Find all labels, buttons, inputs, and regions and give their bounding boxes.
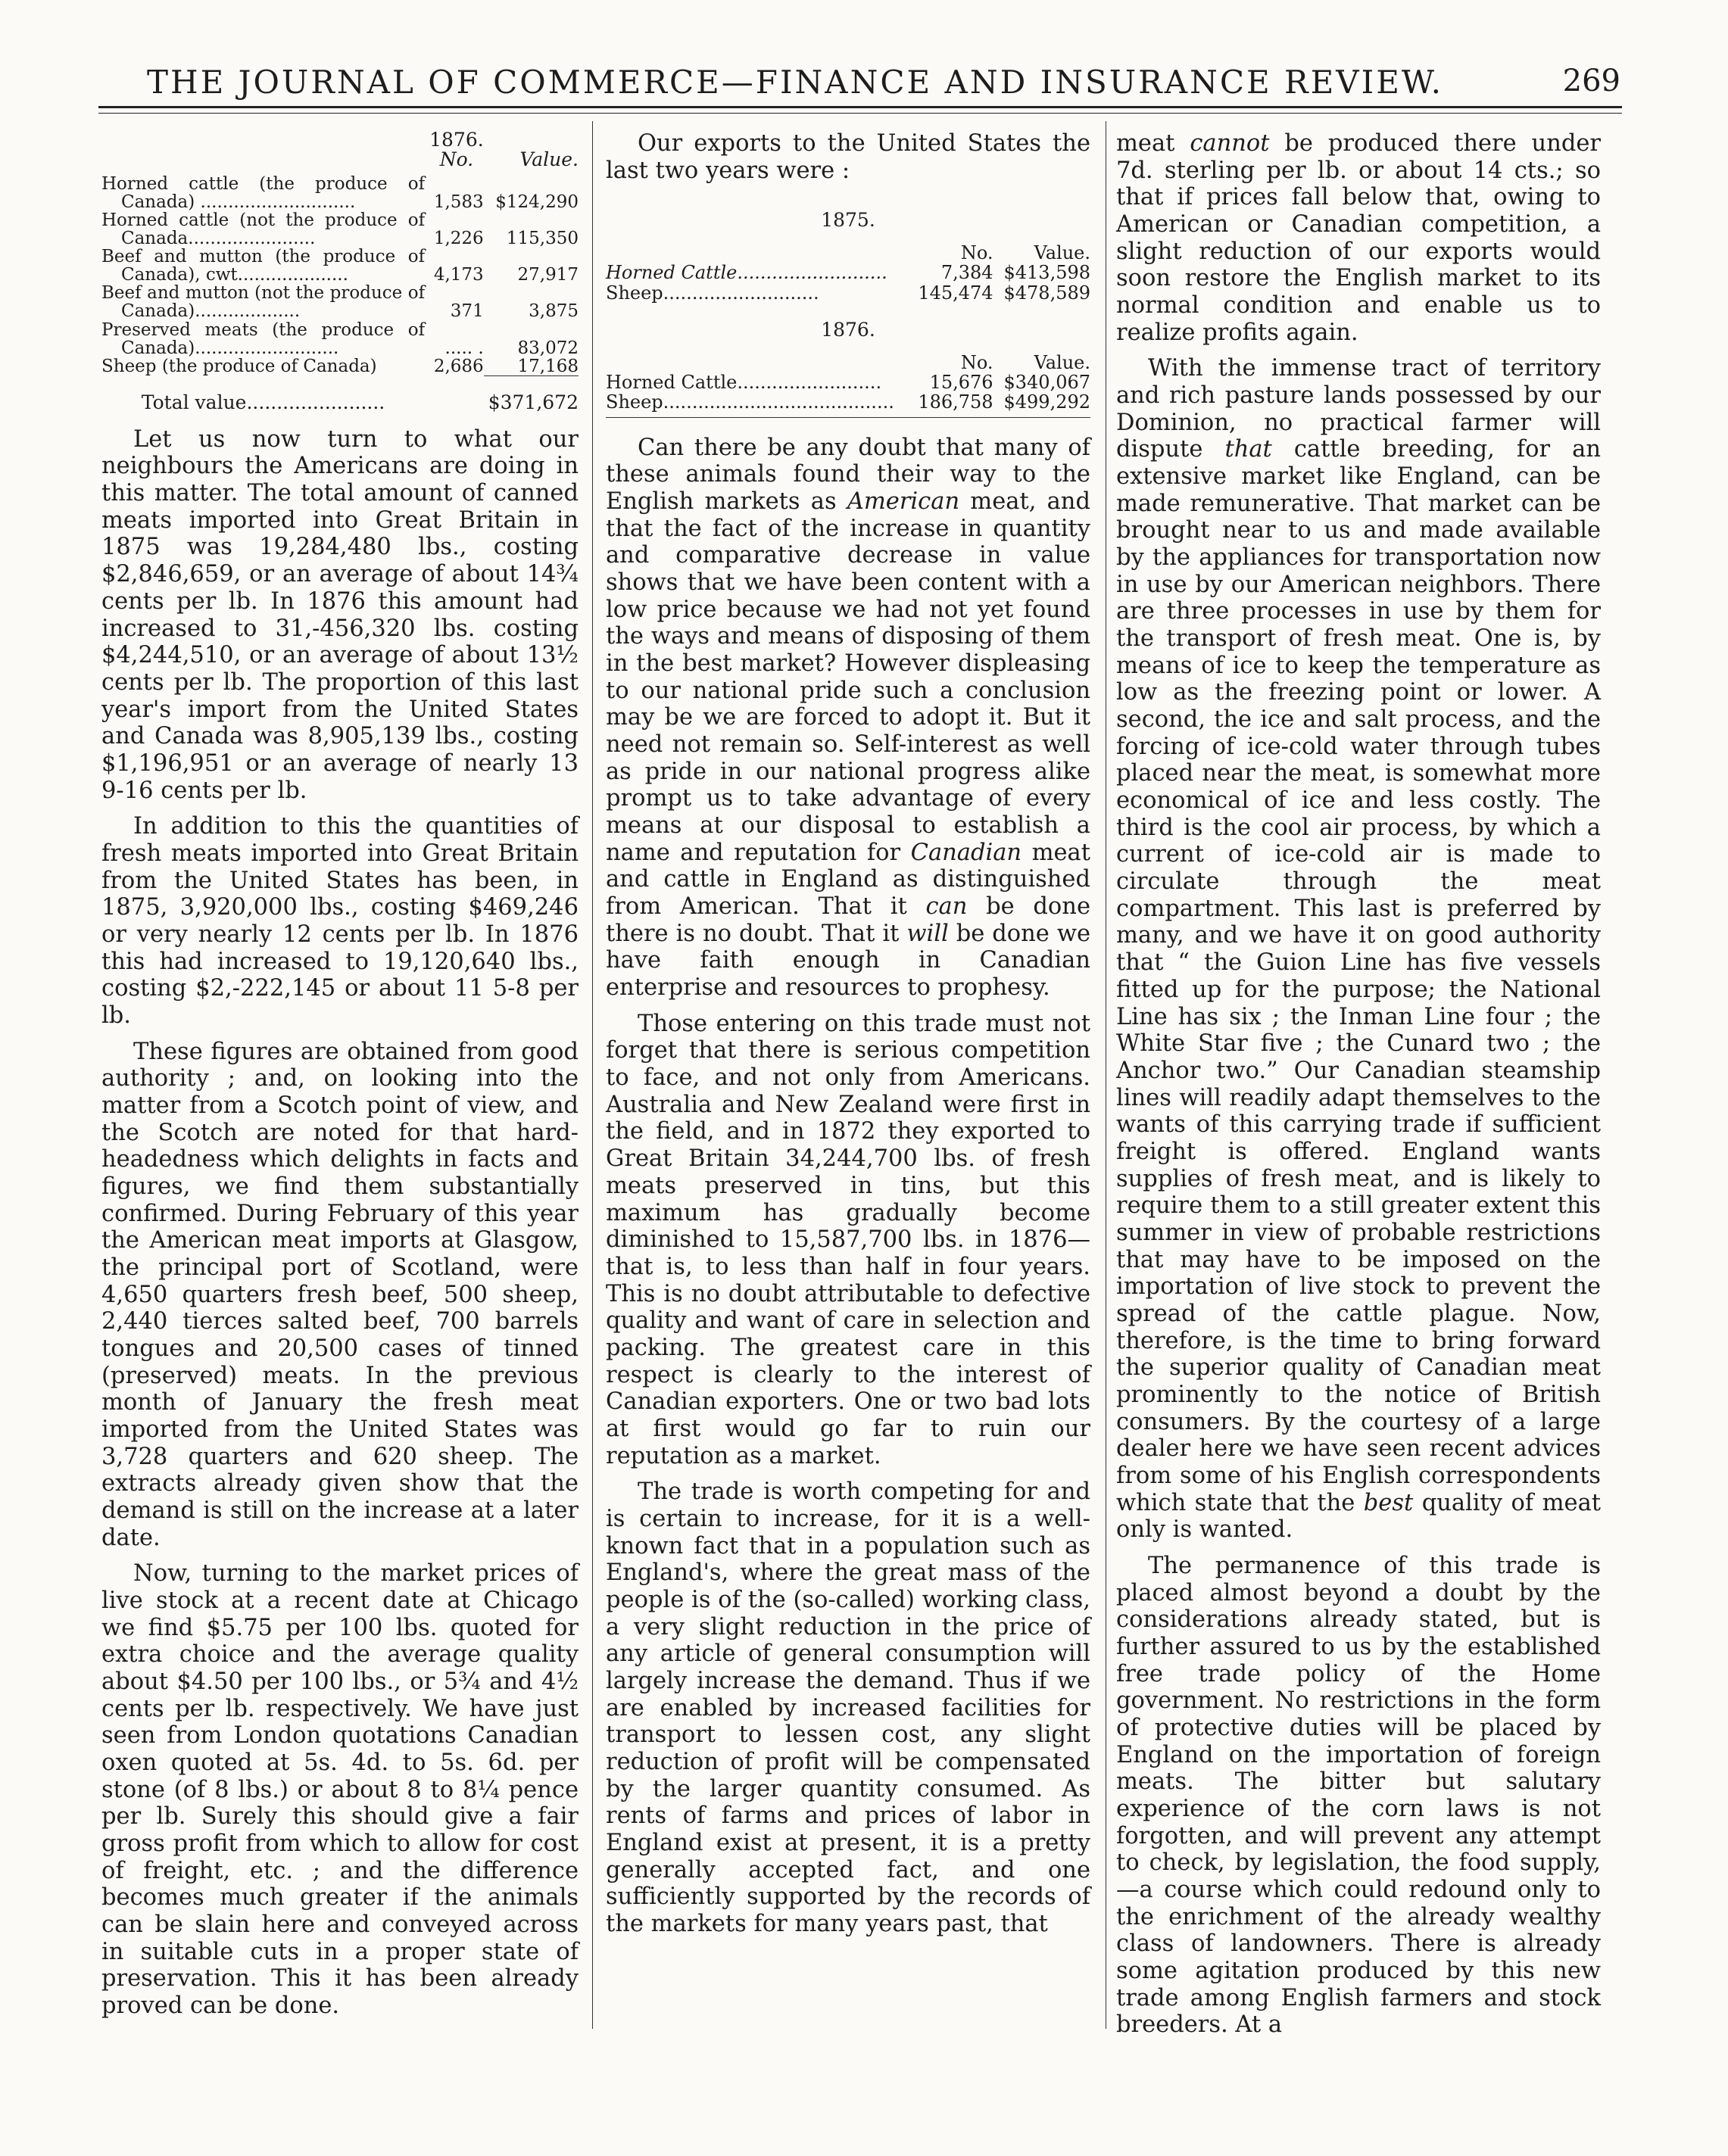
row-label: Beef and mutton (not the produce of Canada)................... xyxy=(101,283,426,322)
column-divider-1 xyxy=(592,121,593,2029)
exports-year-row xyxy=(606,193,1090,243)
table-row xyxy=(101,175,579,211)
journal-title: THE JOURNAL OF COMMERCE—FINANCE AND INSURANCE REVIEW. xyxy=(146,64,1444,101)
emphasis: can xyxy=(925,893,968,921)
page-number: 269 xyxy=(1562,64,1620,98)
emphasis: that xyxy=(1224,436,1272,463)
import-stats-table xyxy=(101,130,579,413)
header-rule-thin xyxy=(98,113,1622,114)
text-run: meat xyxy=(1116,130,1190,157)
exports-year: 1875. xyxy=(821,209,875,232)
total-value: $371,672 xyxy=(484,376,579,413)
row-value: $124,290 xyxy=(495,192,579,212)
row-label: Horned Cattle.......................... xyxy=(606,262,887,284)
paragraph: The permanence of this trade is placed almost beyond a doubt by the considerations already stated, but is further assured to us by the established free trade policy of the Home government. No restrictions in the form of protective duties will be placed by England on the importation of foreign meats. The bitter but salutary experience of the corn laws is not forgotten, and will prevent any attempt to check, by legislation, the food supply,—a course which could redound only to the enrichment of the already wealthy class of landowners. There is already some agitation produced by this new trade among English farmers and stock breeders. At a xyxy=(1116,1552,1601,2039)
row-label: Sheep (the produce of Canada) xyxy=(101,357,377,377)
row-no: 1,226 xyxy=(433,228,484,248)
emphasis: best xyxy=(1363,1489,1414,1516)
paragraph: These figures are obtained from good authority ; and, on looking into the matter from a Scotch point of view, and the Scotch are noted for that hard-headedness which delights in facts and figures, we find them substantially confirmed. During February of this year the American meat imports at Glasgow, the principal port of Scotland, were 4,650 quarters fresh beef, 500 sheep, 2,440 tierces salted beef, 700 barrels tongues and 20,500 cases of tinned (preserved) meats. In the previous month of January the fresh meat imported from the United States was 3,728 quarters and 620 sheep. The extracts already given show that the demand is still on the increase at a later date. xyxy=(101,1038,579,1551)
text-run: Can there be any doubt that many of these animals found their way to the English markets as xyxy=(606,434,1090,516)
column-3 xyxy=(1116,130,1602,2039)
text-run: meat and cattle in England as distinguished from American. That it xyxy=(606,839,1091,921)
row-no: 371 xyxy=(450,301,484,322)
row-label: Horned cattle (the produce of Canada) ............................ xyxy=(101,173,426,212)
text-run: With the immense tract of territory and rich pasture lands possessed by our Dominion, no practical farmer will dispute xyxy=(1116,355,1601,463)
header-rule-thick xyxy=(98,106,1622,108)
exports-header-row xyxy=(606,243,1090,263)
page-header xyxy=(91,61,1620,106)
row-value: 83,072 xyxy=(517,338,579,358)
row-no: 15,676 xyxy=(929,371,993,393)
paragraph: The trade is worth competing for and is certain to increase, for it is a well-known fact that in a population such as England's, where the great mass of the people is of the (so-called) working class, a very slight reduction in the price of any article of general consumption will largely increase the demand. Thus if we are enabled by increased facilities for transport to lessen cost, any slight reduction of profit will be compensated by the larger quantity consumed. As rents of farms and prices of labor in England exist at present, it is a pretty generally accepted fact, and one sufficiently supported by the records of the markets for many years past, that xyxy=(606,1478,1090,1937)
stats-col-value: Value. xyxy=(519,148,579,171)
table-row xyxy=(101,357,579,376)
row-label: Horned Cattle......................... xyxy=(606,371,882,393)
table-row xyxy=(606,372,1090,392)
row-label: Beef and mutton (the produce of Canada), cwt.................... xyxy=(101,247,426,285)
exports-col-value: Value. xyxy=(1034,241,1090,263)
column-2 xyxy=(606,130,1090,2023)
emphasis: American xyxy=(847,488,960,516)
paragraph xyxy=(1116,355,1601,1544)
row-label: Sheep........................................ xyxy=(606,391,894,413)
exports-year-row xyxy=(606,303,1090,353)
emphasis: cannot xyxy=(1190,130,1270,157)
row-no: 4,173 xyxy=(433,265,484,285)
row-no: 2,686 xyxy=(433,357,484,377)
row-label: Horned cattle (not the produce of Canada....................... xyxy=(101,210,426,248)
row-value: 3,875 xyxy=(529,301,579,322)
row-value: $478,589 xyxy=(1003,282,1090,304)
table-row xyxy=(101,284,579,320)
row-value: 17,168 xyxy=(517,356,579,376)
text-run: be produced there under 7d. sterling per lb. or about 14 cts.; so that if prices fall below that, owing to American or Canadian competition, a slight reduction of our exports would soon restore the English market to its normal condition and enable us to realize profits again. xyxy=(1116,130,1602,346)
row-value: 27,917 xyxy=(517,265,579,285)
row-label: Preserved meats (the produce of Canada).......................... xyxy=(101,319,426,358)
paragraph: Our exports to the United States the last two years were : xyxy=(606,130,1090,184)
paragraph: In addition to this the quantities of fresh meats imported into Great Britain from the United States has been, in 1875, 3,920,000 lbs., costing $469,246 or very nearly 12 cents per lb. In 1876 this had increased to 19,120,640 lbs., costing $2,-222,145 or about 11 5-8 per lb. xyxy=(101,813,579,1029)
row-value: $413,598 xyxy=(1003,262,1090,284)
table-row xyxy=(606,283,1090,303)
paragraph xyxy=(606,435,1090,1002)
stats-header-row xyxy=(101,130,579,175)
total-label: Total value....................... xyxy=(141,391,385,413)
table-row xyxy=(606,392,1090,412)
exports-col-no: No. xyxy=(960,351,993,373)
emphasis: will xyxy=(906,920,949,947)
exports-header-row xyxy=(606,353,1090,372)
row-no: 1,583 xyxy=(433,192,484,212)
row-label: Sheep........................... xyxy=(606,282,819,304)
table-row xyxy=(101,321,579,357)
exports-year: 1876. xyxy=(821,319,875,341)
stats-year: 1876. xyxy=(429,129,484,151)
row-no: 7,384 xyxy=(940,262,993,284)
column-1 xyxy=(101,130,579,2023)
row-value: $340,067 xyxy=(1003,371,1090,393)
text-run: quality of meat only is wanted. xyxy=(1116,1489,1602,1544)
table-row xyxy=(101,211,579,248)
exports-col-value: Value. xyxy=(1034,351,1090,373)
emphasis: Canadian xyxy=(910,839,1022,866)
table-row xyxy=(606,263,1090,282)
row-value: 115,350 xyxy=(506,228,579,248)
exports-col-no: No. xyxy=(960,241,993,263)
row-no: 145,474 xyxy=(918,282,993,304)
text-run: be done we have faith enough in Canadian enterprise and resources to prophesy. xyxy=(606,920,1090,1002)
text-run: cattle breeding, for an extensive market like England, can be made remunerative. That market can be brought near to us and made available by the appliances for transportation now in use by our American neighbors. There are three processes in use by them for the transport of fresh meat. One is, by means of ice to keep the temperature as low as the freezing point or lower. A second, the ice and salt process, and the forcing of ice-cold water through tubes placed near the meat, is somewhat more economical of ice and less costly. The third is the cool air process, by which a current of ice-cold air is made to circulate through the meat compartment. This last is preferred by many, and we have it on good authority that “ the Guion Line has five vessels fitted up for the purpose; the National Line has six ; the Inman Line four ; the White Star five ; the Cunard two ; the Anchor two.” Our Canadian steamship lines will readily adapt themselves to the wants of this carrying trade if sufficient freight is offered. England wants supplies of fresh meat, and is likely to require them to a still greater extent this summer in view of probable restrictions that may have to be imposed on the importation of live stock to prevent the spread of the cattle plague. Now, therefore, is the time to bring forward the superior quality of Canadian meat prominently to the notice of British consumers. By the courtesy of a large dealer here we have seen recent advices from some of his English correspondents which state that the xyxy=(1116,436,1601,1516)
paragraph: Now, turning to the market prices of live stock at a recent date at Chicago we find $5.75 per 100 lbs. quoted for extra choice and the average quality about $4.50 per 100 lbs., or 5¾ and 4½ cents per lb. respectively. We have just seen from London quotations Canadian oxen quoted at 5s. 4d. to 5s. 6d. per stone (of 8 lbs.) or about 8 to 8¼ pence per lb. Surely this should give a fair gross profit from which to allow for cost of freight, etc. ; and the difference becomes much greater if the animals can be slain here and conveyed across in suitable cuts in a proper state of preservation. This it has been already proved can be done. xyxy=(101,1560,579,2020)
total-row xyxy=(101,376,579,413)
paragraph: Let us now turn to what our neighbours the Americans are doing in this matter. The total amount of canned meats imported into Great Britain in 1875 was 19,284,480 lbs., costing $2,846,659, or an average of about 14¾ cents per lb. In 1876 this amount had increased to 31,-456,320 lbs. costing $4,244,510, or an average of about 13½ cents per lb. The proportion of this last year's import from the United States and Canada was 8,905,139 lbs., costing $1,196,951 or an average of nearly 13 9-16 cents per lb. xyxy=(101,425,579,804)
paragraph: Those entering on this trade must not forget that there is serious competition to face, and not only from Americans. Australia and New Zealand were first in the field, and in 1872 they exported to Great Britain 34,244,700 lbs. of fresh meats preserved in tins, but this maximum has gradually become diminished to 15,587,700 lbs. in 1876—that is, to less than half in four years. This is no doubt attributable to defective quality and want of care in selection and packing. The greatest care in this respect is clearly to the interest of Canadian exporters. One or two bad lots at first would go far to ruin our reputation as a market. xyxy=(606,1010,1090,1469)
row-value: $499,292 xyxy=(1003,391,1090,413)
table-row xyxy=(101,248,579,284)
row-no: 186,758 xyxy=(918,391,993,413)
exports-table xyxy=(606,193,1090,417)
row-no: ..... . xyxy=(444,338,484,358)
table-end-rule xyxy=(606,413,1090,418)
stats-col-no: No. xyxy=(439,148,474,171)
text-run: meat, and that the fact of the increase in quantity and comparative decrease in value shows that we have been content with a low price because we had not yet found the ways and means of disposing of them in the best market? However displeasing to our national pride such a conclusion may be we are forced to adopt it. But it need not remain so. Self-interest as well as pride in our national progress alike prompt us to take advantage of every means at our disposal to establish a name and reputation for xyxy=(606,488,1090,866)
text-run: be done there is no doubt. That it xyxy=(606,893,1090,947)
paragraph xyxy=(1116,130,1601,346)
